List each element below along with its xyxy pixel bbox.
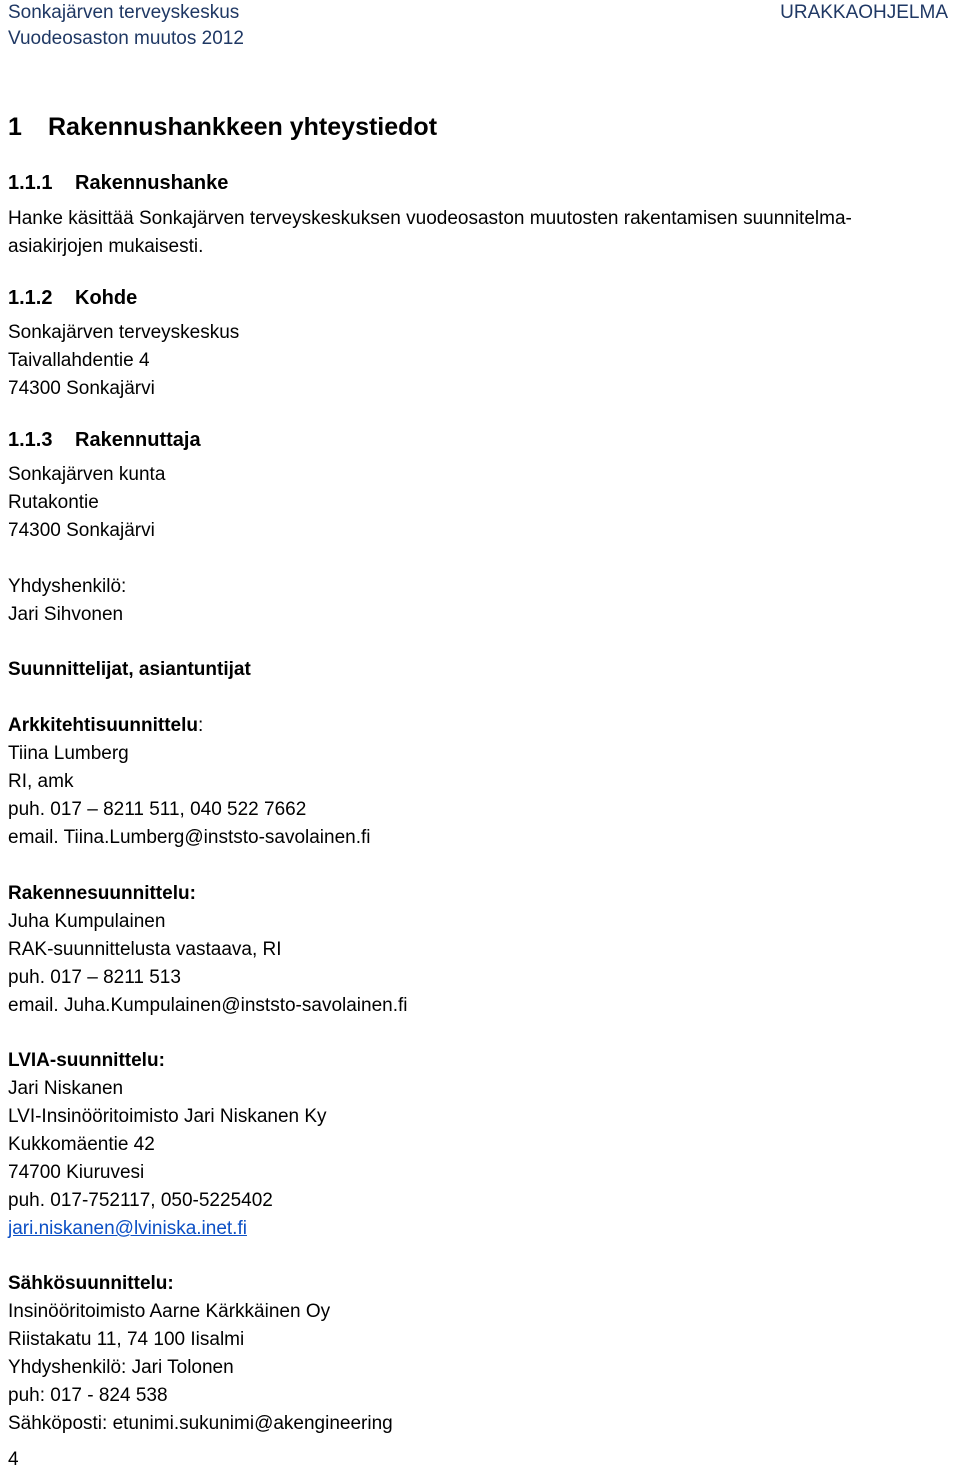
arkkitehti-line: RI, amk bbox=[8, 771, 74, 792]
lvia-line: 74700 Kiuruvesi bbox=[8, 1162, 145, 1183]
arkkitehti-line: puh. 017 – 8211 511, 040 522 7662 bbox=[8, 799, 307, 820]
section-1-1-1-text-line1: Hanke käsittää Sonkajärven terveyskeskuksen vuodeosaston muutosten rakentamisen suunnitelma- bbox=[8, 208, 852, 229]
rakenne-label: Rakennesuunnittelu: bbox=[8, 883, 196, 904]
lvia-line: puh. 017-752117, 050-5225402 bbox=[8, 1190, 273, 1211]
arkkitehti-line: Tiina Lumberg bbox=[8, 743, 129, 764]
sahko-line: Yhdyshenkilö: Jari Tolonen bbox=[8, 1357, 234, 1378]
rakenne-line: puh. 017 – 8211 513 bbox=[8, 967, 181, 988]
lvia-email-link[interactable]: jari.niskanen@lviniska.inet.fi bbox=[8, 1218, 247, 1239]
lvia-line: LVI-Insinööritoimisto Jari Niskanen Ky bbox=[8, 1106, 327, 1127]
designers-heading: Suunnittelijat, asiantuntijat bbox=[8, 659, 251, 680]
section-1-1-1-text-line2: asiakirjojen mukaisesti. bbox=[8, 236, 204, 257]
contact-label: Yhdyshenkilö: bbox=[8, 576, 127, 597]
sahko-line: Riistakatu 11, 74 100 Iisalmi bbox=[8, 1329, 245, 1350]
rakennuttaja-line: Rutakontie bbox=[8, 492, 99, 513]
rakennuttaja-line: 74300 Sonkajärvi bbox=[8, 520, 155, 541]
page-number: 4 bbox=[8, 1449, 19, 1470]
rakennuttaja-line: Sonkajärven kunta bbox=[8, 464, 166, 485]
header-doc-type: URAKKAOHJELMA bbox=[780, 2, 948, 23]
page-header-right bbox=[780, 0, 948, 26]
rakenne-line: Juha Kumpulainen bbox=[8, 911, 166, 932]
sahko-line: puh: 017 - 824 538 bbox=[8, 1385, 168, 1406]
rakenne-line: RAK-suunnittelusta vastaava, RI bbox=[8, 939, 282, 960]
section-1-heading: 1 Rakennushankkeen yhteystiedot bbox=[8, 113, 438, 141]
lvia-line: Kukkomäentie 42 bbox=[8, 1134, 155, 1155]
sahko-label: Sähkösuunnittelu: bbox=[8, 1273, 174, 1294]
sahko-line: Insinööritoimisto Aarne Kärkkäinen Oy bbox=[8, 1301, 331, 1322]
kohde-line: Sonkajärven terveyskeskus bbox=[8, 322, 240, 343]
arkkitehti-line: email. Tiina.Lumberg@inststo-savolainen.fi bbox=[8, 827, 371, 848]
contact-name: Jari Sihvonen bbox=[8, 604, 124, 625]
rakenne-line: email. Juha.Kumpulainen@inststo-savolainen.fi bbox=[8, 995, 408, 1016]
sahko-line: Sähköposti: etunimi.sukunimi@akengineering bbox=[8, 1413, 393, 1434]
page-header-left bbox=[8, 0, 244, 52]
lvia-line: Jari Niskanen bbox=[8, 1078, 124, 1099]
section-1-1-2-heading: 1.1.2 Kohde bbox=[8, 287, 138, 309]
section-1-1-3-heading: 1.1.3 Rakennuttaja bbox=[8, 429, 201, 451]
header-org: Sonkajärven terveyskeskus bbox=[8, 2, 240, 23]
section-1-1-1-heading: 1.1.1 Rakennushanke bbox=[8, 172, 229, 194]
kohde-line: Taivallahdentie 4 bbox=[8, 350, 150, 371]
header-project: Vuodeosaston muutos 2012 bbox=[8, 28, 244, 49]
arkkitehti-label: Arkkitehtisuunnittelu: bbox=[8, 715, 204, 736]
kohde-line: 74300 Sonkajärvi bbox=[8, 378, 155, 399]
lvia-label: LVIA-suunnittelu: bbox=[8, 1050, 165, 1071]
